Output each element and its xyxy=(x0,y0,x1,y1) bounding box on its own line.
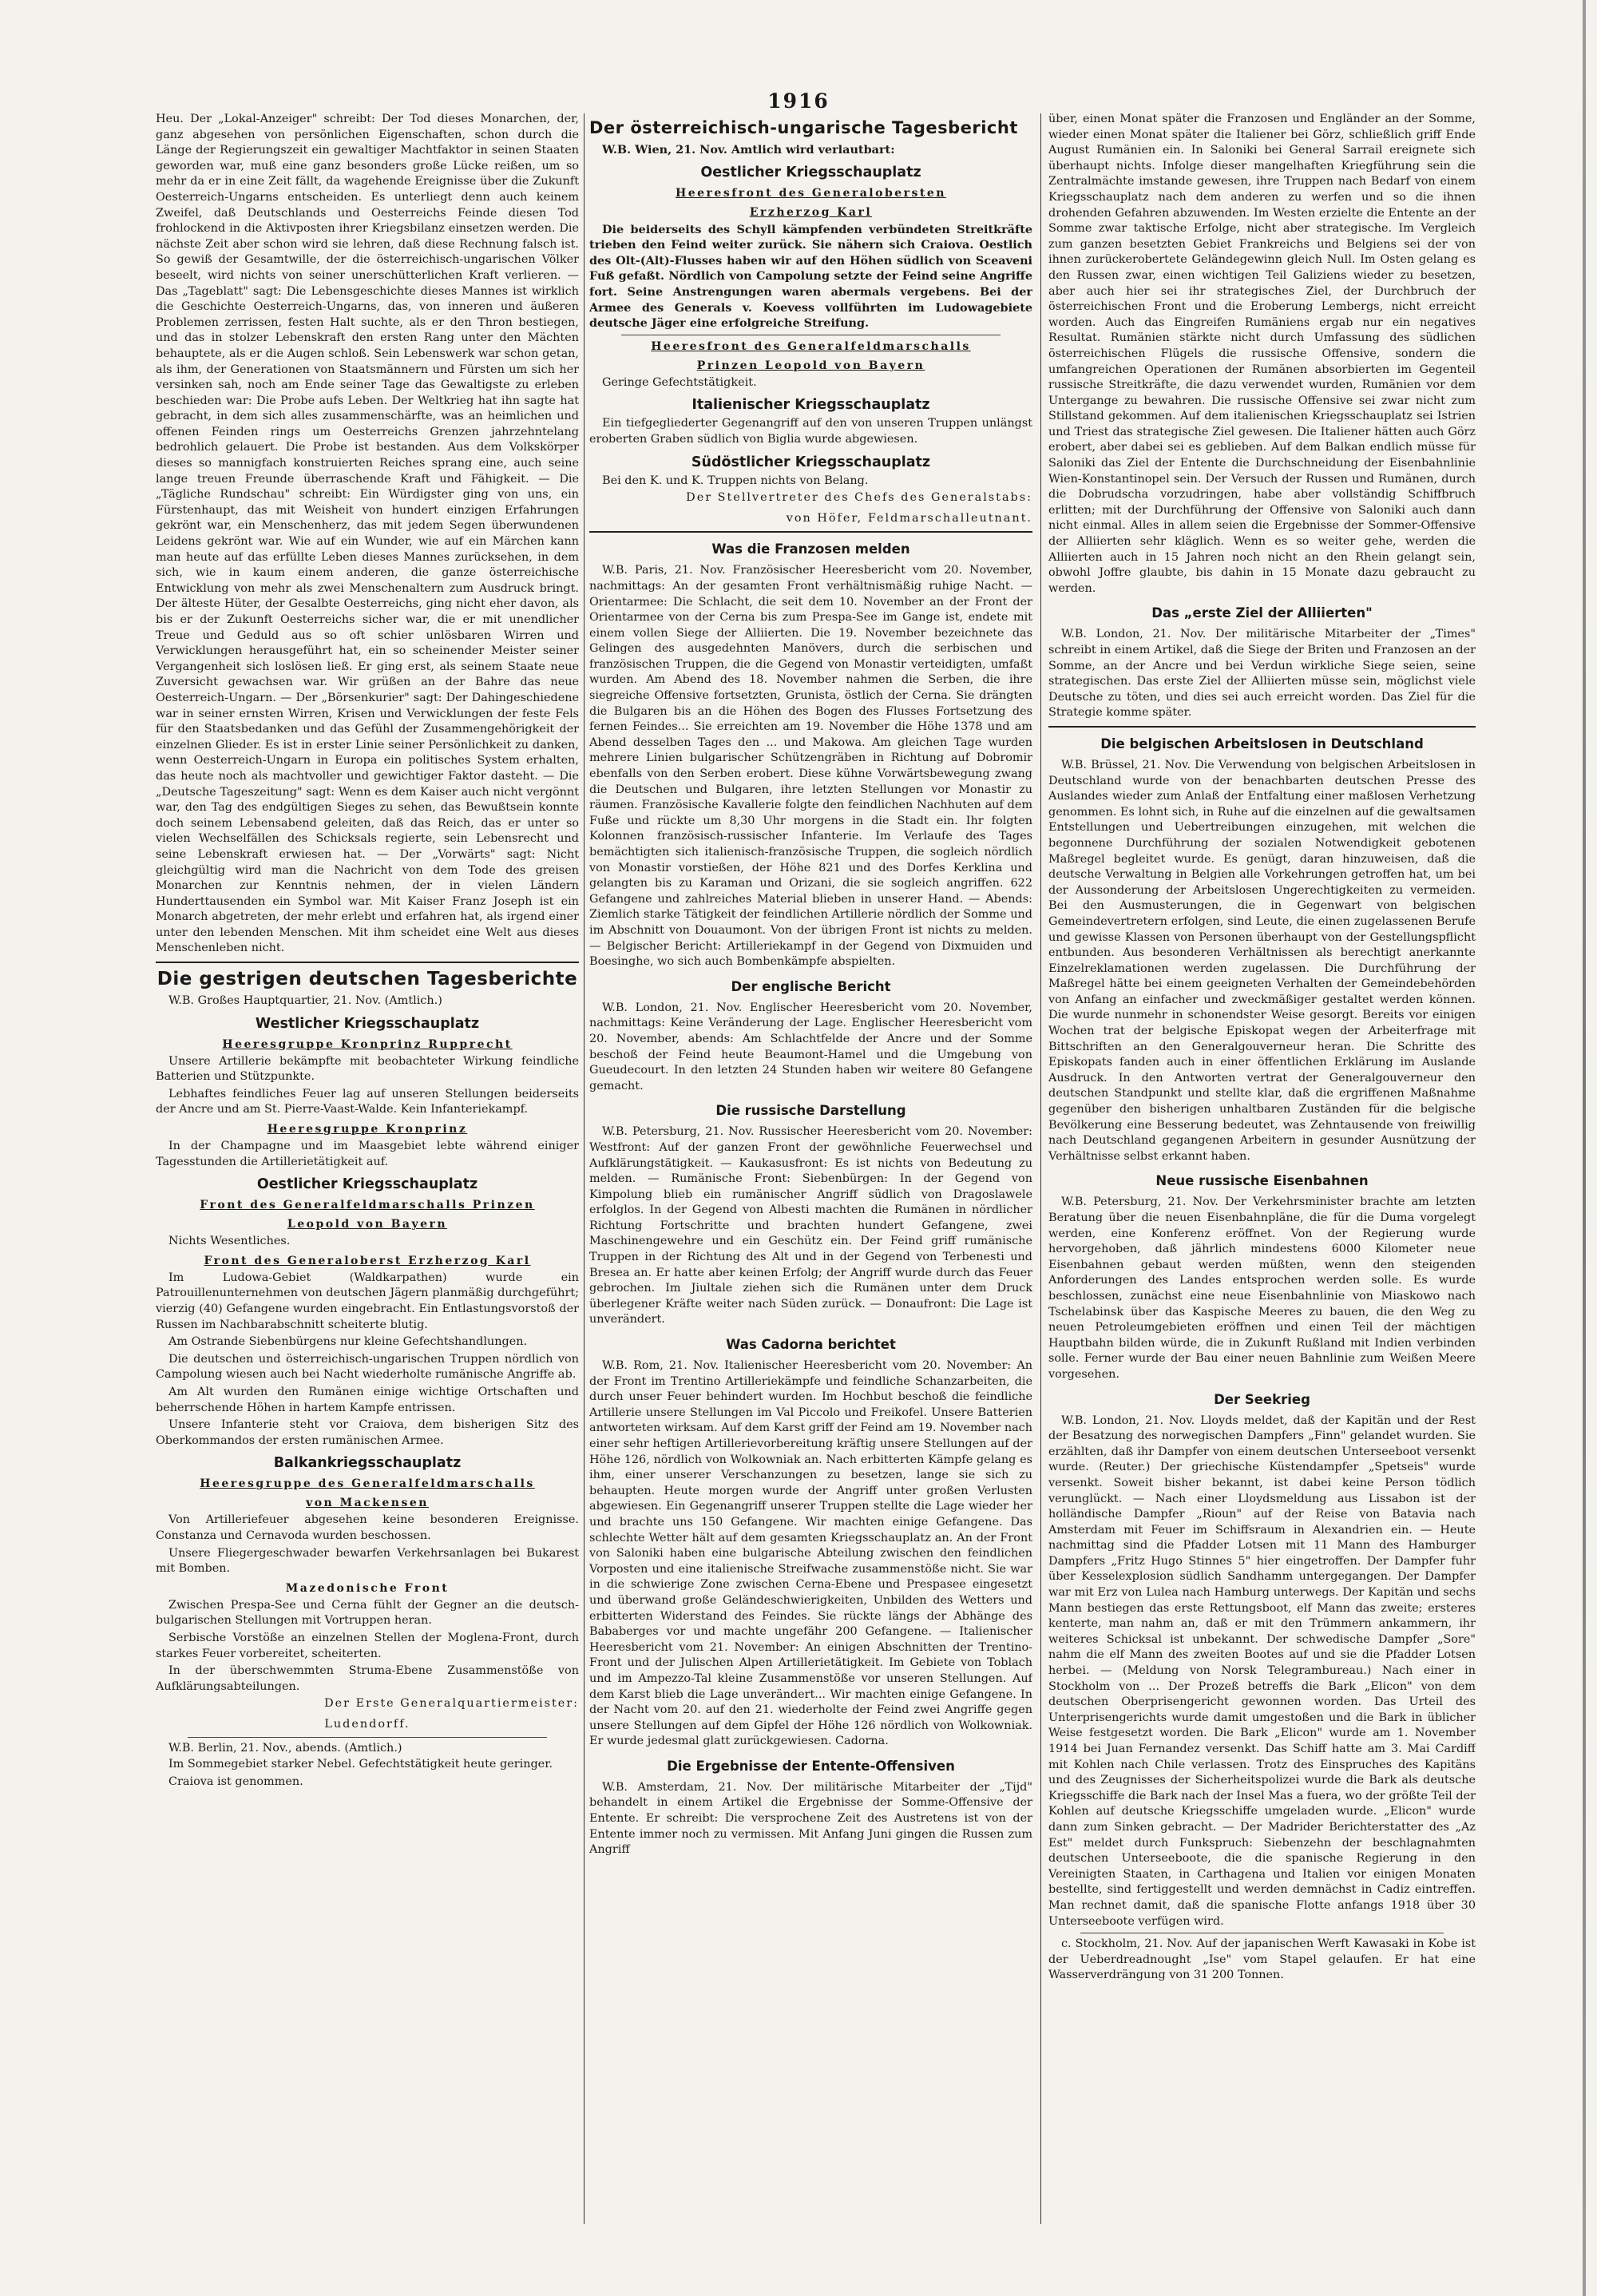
report-paragraph: Unsere Fliegergeschwader bewarfen Verkehrsanlagen bei Bukarest mit Bomben. xyxy=(156,1546,579,1576)
report-paragraph: W.B. Rom, 21. Nov. Italienischer Heeresbericht vom 20. November: An der Front im Trentino Artilleriekämpfe und feindliche Schanzarbeiten, die durch unser Feuer behindert wurden. Im Hochbut beschoß die feindliche Artillerie unsere Stellungen im Val Piccolo und Freikofel. Unsere Batterien antworteten wirksam. Auf dem Karst griff der Feind am 19. November nach einer sehr heftigen Artillerievorbereitung kräftig unsere Stellungen auf der Höhe 126, nördlich von Wolkowniak an. Nach erbitterten Kämpfe gelang es ihm, einer unserer Verschanzungen zu besetzen, lange sie sich zu behaupten. Heute morgen wurde der Angriff unter großen Verlusten abgewiesen. Ein Gegenangriff unserer Truppen stellte die Lage wieder her und brachte uns 150 Gefangene. Wir machten einige Gefangene. Das schlechte Wetter hält auf dem gesamten Kriegsschauplatz an. An der Front von Saloniki haben eine bulgarische Abteilung zwischen den feindlichen Vorposten und eine italienische Streifwache zusammenstöße nicht. Sie war in die schwierige Zone zwischen Cerna-Ebene und Prespasee eingesetzt und überwand große Geländeschwierigkeiten, Unbilden des Wetters und erbitterten Widerstand des Feindes. Sie rückte längs der Abhänge des Bababerges vor und machte ungefähr 200 Gefangene. — Italienischer Heeresbericht vom 21. November: An einigen Abschnitten der Trentino-Front und der Julischen Alpen Artillerietätigkeit. Im Gebiete von Toblach und im Ampezzo-Tal kleine Zusammenstöße vor unseren Stellungen. Auf dem Karst blieb die Lage unverändert... Wir machten einige Gefangene. In der Nacht vom 20. auf den 21. wiederholte der Feind zwei Angriffe gegen unsere Stellungen auf dem Gipfel der Höhe 126 nördlich von Wolkowniak. Er wurde jedesmal glatt zurückgewiesen. Cadorna. xyxy=(589,1359,1032,1748)
column-3 xyxy=(1048,112,1476,2232)
report-paragraph: W.B. Brüssel, 21. Nov. Die Verwendung von belgischen Arbeitslosen in Deutschland wurde von der benachbarten deutschen Presse des Auslandes wieder zum Anlaß der Entfaltung einer maßlosen Verhetzung genommen. Es lohnt sich, in Ruhe auf die einzelnen auf die gewaltsamen Entstellungen und Uebertreibungen einzugehen, mit welchen die begonnene Durchführung der sozialen Notwendigkeit gebotenen Maßregel begleitet wurde. Es genügt, daran hinzuweisen, daß die deutsche Verwaltung in Belgien alle Vorkehrungen getroffen hat, um bei der Aussonderung der Arbeitslosen Ungerechtigkeiten zu vermeiden. Bei den Ausmusterungen, die in Gegenwart von belgischen Gemeindevertretern erfolgen, sind Leute, die einen zugelassenen Berufe und gewisse Klassen von Personen überhaupt von der Gestellungspflicht entbunden. Aus besonderen Verhältnissen als berechtigt anerkannte Einzelreklamationen werden zugelassen. Die Durchführung der Maßregel hätte bei einem geeigneten Verhalten der Gemeindebehörden von Anfang an einfacher und zweckmäßiger gestaltet werden können. Die wurde nunmehr in schonendster Weise gesorgt. Bereits vor einigen Wochen trat der belgische Episkopat wegen der Arbeiterfrage mit Bittschriften an den Generalgouverneur heran. Die Schritte des Episkopats fanden auch in einer öffentlichen Erklärung im Auslande Ausdruck. In den Antworten vertrat der Generalgouverneur den deutschen Standpunkt und stellte klar, daß die ergriffenen Maßnahme gegenüber den bisherigen unhaltbaren Zuständen für die belgische Bevölkerung eine Besserung bedeutet, was Zehntausende von freiwillig nach Deutschland gegangenen Arbeitern in gesunder Ausnützung der Verhältnisse selbst erkannt haben. xyxy=(1048,758,1476,1163)
army-group-heading: Prinzen Leopold von Bayern xyxy=(696,359,925,372)
column-rule-2 xyxy=(1040,113,1041,2224)
column-rule-1 xyxy=(584,113,585,2224)
cadorna-report-heading: Was Cadorna berichtet xyxy=(726,1337,896,1353)
naval-war-heading: Der Seekrieg xyxy=(1214,1391,1310,1407)
report-paragraph: über, einen Monat später die Franzosen und Engländer an der Somme, wieder einen Monat später die Italiener bei Görz, schließlich griff Ende August Rumänien ein. In Saloniki bei General Sarrail ereignete sich überhaupt nichts. Infolge dieser mangelhaften Kriegführung sein die Zentralmächte imstande gewesen, ihre Truppen nach Bedarf von einem Kriegsschauplatz nach dem anderen zu werfen und so die ihnen drohenden Gefahren abzuwenden. Im Westen erzielte die Entente an der Somme zwar taktische Erfolge, nicht aber strategische. Im Vergleich zum ganzen besetzten Gebiet Frankreichs und Belgiens sei der von ihnen zurückerobertete Geländegewinn gleich Null. Im Osten gelang es den Russen zwar, einen wichtigen Teil Galiziens wieder zu besetzen, aber auch hier sei ihr strategisches Ziel, der Durchbruch der österreichischen Front und die Eroberung Lembergs, nicht erreicht worden. Auch das Eingreifen Rumäniens ergab nur ein negatives Resultat. Rumänien stärkte nicht durch Umfassung des südlichen österreichischen Flügels die russische Offensive, sondern die umfangreichen Operationen der Rumänen absorbierten im Gegenteil russische Streitkräfte, die dazu verwendet wurden, Rumänien vor dem Untergange zu bewahren. Die russische Offensive sei zwar nicht zum Stillstand gekommen. Auf dem italienischen Kriegsschauplatz sei Istrien und Triest das strategische Ziel gewesen. Die Italiener hätten auch Görz erobert, aber dabei sei es geblieben. Auf dem Balkan endlich müsse für Saloniki das Ziel der Entente die Durchschneidung der Eisenbahnlinie Wien-Konstantinopel sein. Der Versuch der Russen und Rumänen, durch die Dobrudscha vorzudringen, habe aber vollständig Schiffbruch erlitten; mit der Durchführung der Offensive von Saloniki auch dann nicht einmal. Alles in allem seien die Ergebnisse der Sommer-Offensive der Alliierten sehr kläglich. Wenn es so weiter gehe, werden die Alliierten auch in 15 Jahren noch nicht an den Rhein gelangt sein, obwohl Joffre glaubte, bis dahin in 15 Monate dazu gebraucht zu werden. xyxy=(1048,113,1476,595)
army-group-heading: Front des Generalfeldmarschalls Prinzen xyxy=(200,1199,535,1212)
army-group-heading: Heeresfront des Generalfeldmarschalls xyxy=(651,339,971,353)
southeast-front-heading: Südöstlicher Kriegsschauplatz xyxy=(691,454,931,470)
army-group-heading: Leopold von Bayern xyxy=(287,1218,448,1231)
report-paragraph: W.B. Petersburg, 21. Nov. Russischer Heeresbericht vom 20. November: Westfront: Auf der ganzen Front der gewöhnliche Feuerwechsel und Aufklärungstätigkeit. — Kaukasusfront: Es ist nichts von Bedeutung zu melden. — Rumänische Front: Siebenbürgen: In der Gegend von Kimpolung blieb ein rumänischer Angriff südlich von Dragoslawele erfolglos. In der Gegend von Albesti machten die Rumänen in nördlicher Richtung Fortschritte und brachten hundert Gefangene, zwei Maschinengewehre und ein Geschütz ein. Der Feind griff rumänische Truppen in der Richtung des Alt und in der Gegend von Terbenesti und Bresea an. Er hatte aber keinen Erfolg; der Angriff wurde durch das Feuer gebrochen. Im Jiultale ziehen sich die Rumänen unter dem Druck überlegener Kräfte weiter nach Süden zurück. — Donaufront: Die Lage ist unverändert. xyxy=(589,1125,1032,1326)
report-paragraph: Am Alt wurden den Rumänen einige wichtige Ortschaften und beherrschende Höhen in hartem Kampfe entrissen. xyxy=(156,1385,579,1414)
signature-name: Ludendorff. xyxy=(324,1717,410,1731)
signature-title: Der Erste Generalquartiermeister: xyxy=(324,1697,579,1711)
report-paragraph: Craiova ist genommen. xyxy=(168,1775,303,1788)
report-paragraph: Die beiderseits des Schyll kämpfenden verbündeten Streitkräfte trieben den Feind weiter zurück. Sie nähern sich Craiova. Oestlich des Olt-(Alt)-Flusses haben wir auf den Höhen südlich von Sceaveni Fuß gefaßt. Nördlich von Campolung setzte der Feind seine Angriffe fort. Seine Anstrengungen waren abermals vergebens. Bei der Armee des Generals v. Koevess vollführten im Ludowagebiete deutsche Jäger eine erfolgreiche Streifung. xyxy=(589,222,1032,331)
balkan-front-heading: Balkankriegsschauplatz xyxy=(273,1455,462,1472)
german-reports-headline: Die gestrigen deutschen Tagesberichte xyxy=(157,969,578,990)
divider xyxy=(1048,726,1476,728)
report-paragraph: W.B. London, 21. Nov. Englischer Heeresbericht vom 20. November, nachmittags: Keine Veränderung der Lage. Englischer Heeresbericht vom 20. November, abends: Am Schlachtfelde der Ancre und der Somme beschoß der Feind heute Beaumont-Hamel und die Umgebung von Gueudecourt. In den letzten 24 Stunden haben wir weitere 80 Gefangene gemacht. xyxy=(589,1001,1032,1092)
east-front-heading: Oestlicher Kriegsschauplatz xyxy=(256,1176,478,1193)
french-report-heading: Was die Franzosen melden xyxy=(711,541,910,557)
report-paragraph: Die deutschen und österreichisch-ungarischen Truppen nördlich von Campolung wiesen auch bei Nacht wiederholte rumänische Angriffe ab. xyxy=(156,1352,579,1382)
divider xyxy=(156,962,579,963)
press-quotes-paragraph: Heu. Der „Lokal-Anzeiger" schreibt: Der Tod dieses Monarchen, der, ganz abgesehen von persönlichen Eigenschaften, schon durch die Länge der Regierungszeit ein gewaltiger Machtfaktor in seinen Staaten geworden war, muß eine ganz besonders große Lücke reißen, um so mehr da er in eine Zeit fällt, da wagehende Ereignisse über die Zukunft Oesterreich-Ungarns entscheiden. Es unterliegt denn auch keinem Zweifel, daß Deutschlands und Oesterreichs Feinde diesen Tod frohlockend in die Aktivposten ihrer Kriegsbilanz einsetzen werden. Die nächste Zeit aber schon wird sie lehren, daß diese Rechnung falsch ist. So gewiß der Gesamtwille, der die österreichisch-ungarischen Völker beseelt, wird nichts von seiner unerschütterlichen Kraft verlieren. — Das „Tageblatt" sagt: Die Lebensgeschichte dieses Mannes ist wirklich die Geschichte Oesterreich-Ungarns, das, von inneren und äußeren Problemen zerrissen, festen Halt suchte, als er den Thron bestiegen, und das in stolzer Lebenskraft den ersten Rang unter den Mächten behauptete, als er die Augen schloß. Sein Lebenswerk war schon getan, als ihm, der Generationen von Staatsmännern und Fürsten um sich her versinken sah, noch am Ende seiner Tage das Gewaltigste zu erleben beschieden war: Die Probe aufs Leben. Der Weltkrieg hat ihn sagte hat gebracht, in dem sich alles zusammenschärfte, was an heimlichen und offenen Feinden rings um Oesterreichs Grenzen jahrzehntelang bedrohlich gelauert. Die Probe ist bestanden. Aus dem Volkskörper dieses so mannigfach konstruierten Reiches sprang eine, auch seine lange treuen Freunde überraschende Kraft und Fähigkeit. — Die „Tägliche Rundschau" schreibt: Ein Würdigster ging von uns, ein Fürstenhaupt, das mit Weisheit von hundert einzigen Erfahrungen gekrönt war, ein Menschenherz, das mit jedem Segen überwundenen Leidens gekrönt war. Wie auf ein Wunder, wie auf ein Märchen kann man heute auf das erfüllte Leben dieses Mannes zurücksehen, in dem sich, wie in kaum einem anderen, die ganze österreichische Entwicklung von mehr als zwei Menschenaltern zum Ausdruck bringt. Der älteste Hüter, der Gesalbte Oesterreichs, ging nicht eher davon, als bis er der Zukunft Oesterreichs sicher war, die er mit unendlicher Treue und Geduld aus so oft schier unlösbaren Wirren und Verwicklungen herausgeführt hat, ein so scheinender Meister seiner Vergangenheit sich loslösen ließ. Er ging erst, als seinem Staate neue Zuversicht gewachsen war. Wir grüßen an der Bahre das neue Oesterreich-Ungarn. — Der „Börsenkurier" sagt: Der Dahingeschiedene war in seiner ernsten Wirren, Krisen und Verwicklungen der feste Fels für den Staatsbedanken und das Gefühl der Zusammengehörigkeit der einzelnen Glieder. Es ist in erster Linie seiner Persönlichkeit zu danken, wenn Oesterreich-Ungarn in Europa ein politisches System erhalten, das heute noch als machtvoller und gewichtiger Faktor dasteht. — Die „Deutsche Tageszeitung" sagt: Wenn es dem Kaiser auch nicht vergönnt war, den Tag des endgültigen Sieges zu sehen, das Bewußtsein konnte doch seinem Lebensabend geleiten, daß das Reich, das er unter so vielen Wechselfällen des Schicksals regierte, sein Lebensrecht und seine Lebenskraft erwiesen hat. — Der „Vorwärts" sagt: Nicht gleichgültig wird man die Nachricht von dem Tode des greisen Monarchen zur Kenntnis nehmen, der in vielen Ländern Hunderttausenden ein Symbol war. Mit Kaiser Franz Joseph ist ein Monarch abgetreten, der mehr erlebt und erfahren hat, als irgend einer unter den lebenden Menschen. Mit ihm scheidet eine Welt aus dieses Menschenleben nicht. xyxy=(156,113,579,955)
west-front-heading: Westlicher Kriegsschauplatz xyxy=(255,1015,480,1032)
army-group-heading: Heeresgruppe des Generalfeldmarschalls xyxy=(200,1477,535,1491)
austro-hungarian-report-headline: Der österreichisch-ungarische Tagesbericht xyxy=(589,118,1018,137)
scan-edge-line xyxy=(1583,0,1586,2296)
signature-name: von Höfer, Feldmarschalleutnant. xyxy=(786,511,1032,525)
army-group-heading: Heeresgruppe Kronprinz Rupprecht xyxy=(222,1037,513,1051)
report-paragraph: In der Champagne und im Maasgebiet lebte während einiger Tagesstunden die Artillerietätigkeit auf. xyxy=(156,1140,579,1168)
report-paragraph: c. Stockholm, 21. Nov. Auf der japanischen Werft Kawasaki in Kobe ist der Ueberdreadnought „Ise" vom Stapel gelaufen. Er hat eine Wasserverdrängung von 31 200 Tonnen. xyxy=(1048,1937,1476,1982)
belgian-workers-heading: Die belgischen Arbeitslosen in Deutschland xyxy=(1100,736,1424,751)
army-group-heading: Heeresgruppe Kronprinz xyxy=(267,1123,468,1136)
report-paragraph: Unsere Infanterie steht vor Craiova, dem bisherigen Sitz des Oberkommandos der ersten rumänischen Armee. xyxy=(156,1418,579,1447)
english-report-heading: Der englische Bericht xyxy=(731,978,891,994)
entente-offensives-heading: Die Ergebnisse der Entente-Offensiven xyxy=(667,1758,955,1774)
report-paragraph: Nichts Wesentliches. xyxy=(168,1235,291,1248)
report-paragraph: W.B. London, 21. Nov. Der militärische Mitarbeiter der „Times" schreibt in einem Artikel, daß die Siege der Briten und Franzosen an der Somme, an der Ancre und bei Verdun wirkliche Siege seien, seine strategischen. Das erste Ziel der Alliierten müsse sein, möglichst viele Deutsche zu töten, und dies sei auch erreicht worden. Das Ziel für die Strategie komme später. xyxy=(1048,628,1476,720)
report-paragraph: Serbische Vorstöße an einzelnen Stellen der Moglena-Front, durch starkes Feuer vorbereitet, scheiterten. xyxy=(156,1631,579,1660)
italian-front-heading: Italienischer Kriegsschauplatz xyxy=(692,397,930,414)
army-group-heading: Front des Generaloberst Erzherzog Karl xyxy=(204,1254,531,1267)
report-paragraph: Im Ludowa-Gebiet (Waldkarpathen) wurde ein Patrouillenunternehmen von deutschen Jägern planmäßig durchgeführt; vierzig (40) Gefangene wurden eingebracht. Ein Entlastungsvorstoß der Russen im Nachbarabschnitt scheiterte blutig. xyxy=(156,1271,579,1331)
report-paragraph: W.B. Petersburg, 21. Nov. Der Verkehrsminister brachte am letzten Beratung über die neuen Eisenbahnpläne, die für die Duma vorgelegt werden, eine Konferenz eröffnet. Von der Regierung wurde hervorgehoben, daß jährlich mindestens 6000 Kilometer neue Eisenbahnen gebaut werden müßten, wenn den steigenden Anforderungen des Landes entsprochen werden solle. Es wurde beschlossen, zunächst eine neue Eisenbahnlinie von Miaskowo nach Tschelabinsk über das Kaspische Meeres zu bauen, die den Weg zu neuen Petroleumgebieten eröffnen und einen Teil der mächtigen Hauptbahn bilden würde, die in Zukunft Rußland mit Indien verbinden solle. Ferner wurde der Bau einer neuen Bahnlinie zum Weißen Meere vorgesehen. xyxy=(1048,1196,1476,1381)
report-paragraph: Am Ostrande Siebenbürgens nur kleine Gefechtshandlungen. xyxy=(168,1335,528,1349)
column-1 xyxy=(156,112,579,2232)
page-number: 1916 xyxy=(767,89,830,113)
report-paragraph: Geringe Gefechtstätigkeit. xyxy=(602,375,757,389)
russian-report-heading: Die russische Darstellung xyxy=(715,1103,906,1119)
report-paragraph: Zwischen Prespa-See und Cerna fühlt der Gegner an die deutsch-bulgarischen Stellungen mit Vortruppen heran. xyxy=(156,1598,579,1628)
report-paragraph: Unsere Artillerie bekämpfte mit beobachteter Wirkung feindliche Batterien und Stützpunkte. xyxy=(156,1054,579,1084)
column-2 xyxy=(589,112,1032,2232)
report-paragraph: W.B. Amsterdam, 21. Nov. Der militärische Mitarbeiter der „Tijd" behandelt in einem Artikel die Ergebnisse der Somme-Offensive der Entente. Er schreibt: Die versprochene Zeit des Austretens ist von der Entente immer noch zu vermissen. Mit Anfang Juni gingen die Russen zum Angriff xyxy=(589,1780,1032,1857)
east-front-heading: Oestlicher Kriegsschauplatz xyxy=(700,164,921,180)
army-group-heading: Heeresfront des Generalobersten xyxy=(676,186,946,200)
report-paragraph: Bei den K. und K. Truppen nichts von Belang. xyxy=(602,474,869,487)
army-group-heading: Erzherzog Karl xyxy=(749,205,873,219)
report-paragraph: Ein tiefgegliederter Gegenangriff auf den von unseren Truppen unlängst eroberten Graben südlich von Biglia wurde abgewiesen. xyxy=(589,417,1032,446)
dateline: W.B. Wien, 21. Nov. Amtlich wird verlautbart: xyxy=(602,143,895,157)
divider xyxy=(589,531,1032,533)
report-paragraph: W.B. Paris, 21. Nov. Französischer Heeresbericht vom 20. November, nachmittags: An der gesamten Front verhältnismäßig ruhige Nacht. — Orientarmee: Die Schlacht, die seit dem 10. November an der Front der Orientarmee von der Cerna bis zum Prespa-See im Gange ist, endete mit einem vollen Siege der Alliierten. Die 19. November bezeichnete das Gelingen des ausgedehnten Manövers, durch die serbischen und französischen Truppen, die die Gegend von Monastir verteidigten, umfaßt wurden. Am Abend des 18. November nahmen die Serben, die ihre siegreiche Offensive fortsetzten, Grunista, östlich der Cerna. Sie drängten die Bulgaren bis an die Höhen des Bogen des Flusses Fortsetzung des fernen Feindes... Sie erreichten am 19. November die Höhe 1378 und am Abend desselben Tages den ... und Makowa. Am gleichen Tage wurden mehrere Linien bulgarischer Schützengräben in Richtung auf Dobromir ebenfalls von den Serben erobert. Diese kühne Vorwärtsbewegung zwang die Deutschen und Bulgaren, ihre letzten Stellungen vor Monastir zu räumen. Französische Kavallerie folgte den feindlichen Nachhuten auf dem Fuße und rückte um 8,30 Uhr morgens in die Stadt ein. Ihr folgten Kolonnen französisch-russischer Infanterie. Im Verlaufe des Tages bemächtigten sich italienisch-französische Truppen, die sogleich nördlich von Monastir vorstießen, der Höhe 821 und des Dorfes Kerklina und gelangten bis zu Karaman und Orizani, die sie sogleich angriffen. 622 Gefangene und zahlreiches Material blieben in unserer Hand. — Abends: Ziemlich starke Tätigkeit der feindlichen Artillerie nördlich der Somme und im Abschnitt von Douaumont. Von der übrigen Front ist nichts zu melden. — Belgischer Bericht: Artilleriekampf in der Gegend von Dixmuiden und Boesinghe, wo sich auch Bombenkämpfe abspielten. xyxy=(589,564,1032,969)
report-paragraph: Im Sommegebiet starker Nebel. Gefechtstätigkeit heute geringer. xyxy=(168,1758,553,1771)
report-paragraph: W.B. London, 21. Nov. Lloyds meldet, daß der Kapitän und der Rest der Besatzung des norwegischen Dampfers „Finn" gelandet wurden. Sie erzählten, daß ihr Dampfer von einem deutschen Unterseeboot versenkt wurde. (Reuter.) Der griechische Küstendampfer „Spetseis" wurde versenkt. Soweit bisher bekannt, ist dabei keine Person tödlich verunglückt. — Nach einer Lloydsmeldung aus Lissabon ist der holländische Dampfer „Rioun" auf der Reise von Batavia nach Amsterdam mit Feuer im Schiffsraum in Alexandrien ein. — Heute nachmittag sind die Pfadder Lotsen mit 11 Mann des Hamburger Dampfers „Fritz Hugo Stinnes 5" hier eingetroffen. Der Dampfer fuhr über Kesselexplosion südlich Sandhamm untergegangen. Der Dampfer war mit Erz von Lulea nach Hamburg unterwegs. Der Kapitän und sechs Mann bestiegen das erste Rettungsboot, elf Mann das zweite; ersteres kenterte, man nahm an, daß er mit den Trümmern ankammern, ihr weiteres Schicksal ist unbekannt. Der schwedische Dampfer „Sore" nahm die elf Mann des zweiten Bootes auf und sie die Pfadder Lotsen herbei. — (Meldung von Norsk Telegrambureau.) Nach einer in Stockholm von ... Der Prozeß betreffs die Bark „Elicon" von dem deutschen Oberprisengericht gewonnen worden. Das Urteil des Unterprisengerichts wurde damit umgestoßen und die Bark in üblicher Weise festgesetzt worden. Die Bark „Elicon" wurde am 1. November 1914 bei Juan Fernandez versenkt. Das Schiff hatte am 3. Mai Cardiff mit Kohlen nach Chile verlassen. Trotz des Einspruches des Kapitäns und des Zeugnisses der Sicherheitspolizei wurde die Bark als deutsche Kriegsschiffe die Bark nach der Insel Mas a fuera, wo der größte Teil der Kohlen auf deutsche Kriegsschiffe umgeladen wurde. „Elicon" wurde dann zum Sinken gebracht. — Der Madrider Berichterstatter des „Az Est" meldet durch Funkspruch: Siebenzehn der beschlagnahmten deutschen Unterseeboote, die die spanische Regierung in den Vereinigten Staaten, in Carthagena und Italien vor einigen Monaten bestellte, sind fertiggestellt und werden demnächst in Cadiz eintreffen. Man rechnet damit, daß die spanische Flotte anfangs 1918 über 30 Unterseeboote verfügen wird. xyxy=(1048,1414,1476,1928)
report-paragraph: In der überschwemmten Struma-Ebene Zusammenstöße von Aufklärungsabteilungen. xyxy=(156,1664,579,1693)
divider xyxy=(188,1737,547,1738)
dateline: W.B. Berlin, 21. Nov., abends. (Amtlich.) xyxy=(168,1742,402,1755)
russian-railways-heading: Neue russische Eisenbahnen xyxy=(1155,1173,1369,1189)
signature-title: Der Stellvertreter des Chefs des Generalstabs: xyxy=(686,491,1032,505)
army-group-heading: von Mackensen xyxy=(306,1497,429,1510)
report-paragraph: Lebhaftes feindliches Feuer lag auf unseren Stellungen beiderseits der Ancre und am St. Pierre-Vaast-Walde. Kein Infanteriekampf. xyxy=(156,1087,579,1116)
macedonian-front-heading: Mazedonische Front xyxy=(285,1581,450,1595)
allies-goal-heading: Das „erste Ziel der Alliierten" xyxy=(1151,605,1373,621)
dateline: W.B. Großes Hauptquartier, 21. Nov. (Amtlich.) xyxy=(168,994,442,1008)
report-paragraph: Von Artilleriefeuer abgesehen keine besonderen Ereignisse. Constanza und Cernavoda wurden beschossen. xyxy=(156,1513,579,1542)
